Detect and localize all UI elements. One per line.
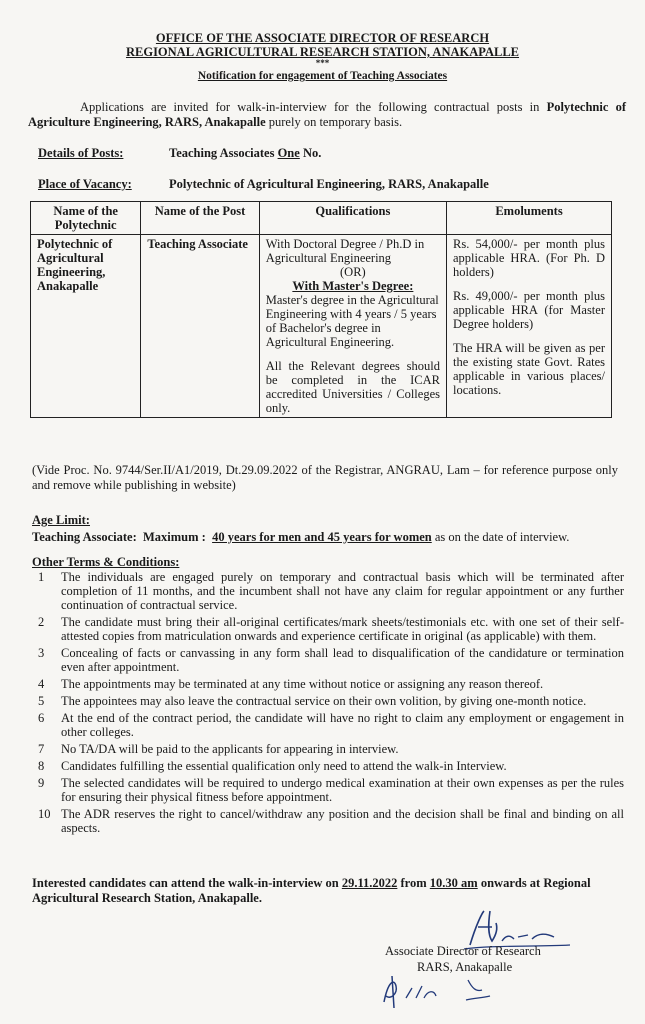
- signatory-title: Associate Director of Research: [385, 944, 541, 958]
- terms-list: [32, 570, 624, 838]
- terms-heading: [32, 555, 179, 570]
- list-item: [32, 711, 624, 739]
- details-label: Details of Posts:: [38, 146, 124, 160]
- age-limit-label: [32, 513, 90, 528]
- list-item: [32, 694, 624, 708]
- intro-tail: purely on temporary basis.: [265, 114, 403, 129]
- details-of-posts: [38, 146, 322, 161]
- list-item: [32, 742, 624, 756]
- list-item: [32, 807, 624, 835]
- item-number: 2: [38, 615, 45, 629]
- age-limit-text: [32, 530, 622, 545]
- notification-title: Notification for engagement of Teaching Associates: [197, 70, 448, 82]
- age-tail: as on the date of interview.: [431, 530, 570, 544]
- details-unit: No.: [299, 146, 322, 160]
- place-of-vacancy: [38, 177, 489, 192]
- closing-venue: onwards at Regional Agricultural Research Station, Anakapalle.: [32, 876, 591, 905]
- intro-paragraph: [28, 100, 626, 129]
- item-number: 4: [38, 677, 45, 691]
- details-value-text: Teaching Associates: [169, 146, 278, 160]
- header-post: Name of the Post: [141, 202, 259, 235]
- header-polytechnic: Name of the Polytechnic: [31, 202, 141, 235]
- table-header-row: [31, 202, 612, 235]
- initials-mark: [378, 972, 498, 1012]
- signatory-place: RARS, Anakapalle: [417, 960, 513, 974]
- item-text: The candidate must bring their all-original certificates/mark sheets/testimonials etc. with one set of their self-attested copies from matriculation onwards and experience certificate in original (as applicable) with them.: [61, 615, 624, 643]
- item-text: No TA/DA will be paid to the applicants for appearing in interview.: [61, 742, 399, 756]
- emolument-hra: The HRA will be given as per the existing state Govt. Rates applicable in various places/ locations.: [453, 341, 605, 397]
- list-item: [32, 570, 624, 612]
- item-text: The ADR reserves the right to cancel/withdraw any position and the decision shall be final and binding on all aspects.: [61, 807, 624, 835]
- item-number: 10: [38, 807, 51, 821]
- list-item: [32, 646, 624, 674]
- header-qualifications: Qualifications: [259, 202, 446, 235]
- item-number: 3: [38, 646, 45, 660]
- item-text: At the end of the contract period, the candidate will have no right to claim any employment or engagement in other colleges.: [61, 711, 624, 739]
- intro-institution: Polytechnic of Agriculture Engineering, RARS, Anakapalle: [28, 100, 626, 129]
- interview-time: 10.30 am: [429, 876, 478, 890]
- qual-masters-heading: With Master's Degree:: [292, 279, 414, 293]
- closing-paragraph: [32, 876, 622, 905]
- posts-table: [30, 201, 612, 418]
- emolument-master: Rs. 49,000/- per month plus applicable HRA (for Master Degree holders): [453, 289, 605, 331]
- closing-from: from: [397, 876, 430, 890]
- cell-emoluments: [447, 235, 612, 418]
- qual-masters: Master's degree in the Agricultural Engineering with 4 years / 5 years of Bachelor's degree in Agricultural Engineering.: [265, 293, 439, 349]
- interview-date: 29.11.2022: [341, 876, 398, 890]
- item-text: The individuals are engaged purely on temporary and contractual basis which will be terminated after completion of 11 months, and the incumbent shall not have any claim for regular appointment or any further continuation of contractual service.: [61, 570, 624, 612]
- item-number: 5: [38, 694, 45, 708]
- vide-reference: (Vide Proc. No. 9744/Ser.II/A1/2019, Dt.29.09.2022 of the Registrar, ANGRAU, Lam – for reference purpose only and remove while publishing in website): [32, 463, 618, 492]
- list-item: [32, 677, 624, 691]
- intro-text: Applications are invited for walk-in-interview for the following contractual posts in: [80, 100, 547, 114]
- place-label: Place of Vacancy:: [38, 177, 132, 191]
- item-number: 6: [38, 711, 45, 725]
- item-text: The selected candidates will be required to undergo medical examination at their own expenses as per the rules for ensuring their physical fitness before appointment.: [61, 776, 624, 804]
- list-item: [32, 759, 624, 773]
- closing-text: Interested candidates can attend the walk-in-interview on: [32, 876, 342, 890]
- office-title: OFFICE OF THE ASSOCIATE DIRECTOR OF RESEARCH: [155, 31, 490, 45]
- item-number: 8: [38, 759, 45, 773]
- header-emoluments: Emoluments: [447, 202, 612, 235]
- list-item: [32, 615, 624, 643]
- qual-note: All the Relevant degrees should be completed in the ICAR accredited Universities / Colleges only.: [265, 359, 440, 415]
- age-label: Age Limit:: [32, 513, 90, 527]
- item-number: 1: [38, 570, 45, 584]
- item-text: Candidates fulfilling the essential qualification only need to attend the walk-in Interview.: [61, 759, 507, 773]
- place-value: Polytechnic of Agricultural Engineering, RARS, Anakapalle: [169, 177, 489, 191]
- item-text: The appointments may be terminated at any time without notice or assigning any reason thereof.: [61, 677, 544, 691]
- item-text: The appointees may also leave the contractual service on their own volition, by giving one-month notice.: [61, 694, 587, 708]
- details-value: [169, 146, 321, 161]
- list-item: [32, 776, 624, 804]
- separator-stars: ***: [315, 58, 330, 68]
- item-number: 9: [38, 776, 45, 790]
- station-title: REGIONAL AGRICULTURAL RESEARCH STATION, ANAKAPALLE: [125, 45, 520, 59]
- cell-polytechnic: Polytechnic of Agricultural Engineering, Anakapalle: [31, 235, 141, 418]
- age-limit-value: 40 years for men and 45 years for women: [212, 530, 432, 544]
- details-count: One: [277, 146, 300, 160]
- cell-qualifications: [259, 235, 446, 418]
- age-lead: Teaching Associate: Maximum :: [32, 530, 213, 544]
- qual-or: (OR): [340, 265, 366, 279]
- emolument-phd: Rs. 54,000/- per month plus applicable HRA. (For Ph. D holders): [453, 237, 605, 279]
- item-number: 7: [38, 742, 45, 756]
- table-row: [31, 235, 612, 418]
- cell-post: Teaching Associate: [141, 235, 259, 418]
- terms-label: Other Terms & Conditions:: [32, 555, 180, 569]
- item-text: Concealing of facts or canvassing in any form shall lead to disqualification of the candidature or termination even after appointment.: [61, 646, 624, 674]
- qual-doctoral: With Doctoral Degree / Ph.D in Agricultural Engineering: [265, 237, 425, 265]
